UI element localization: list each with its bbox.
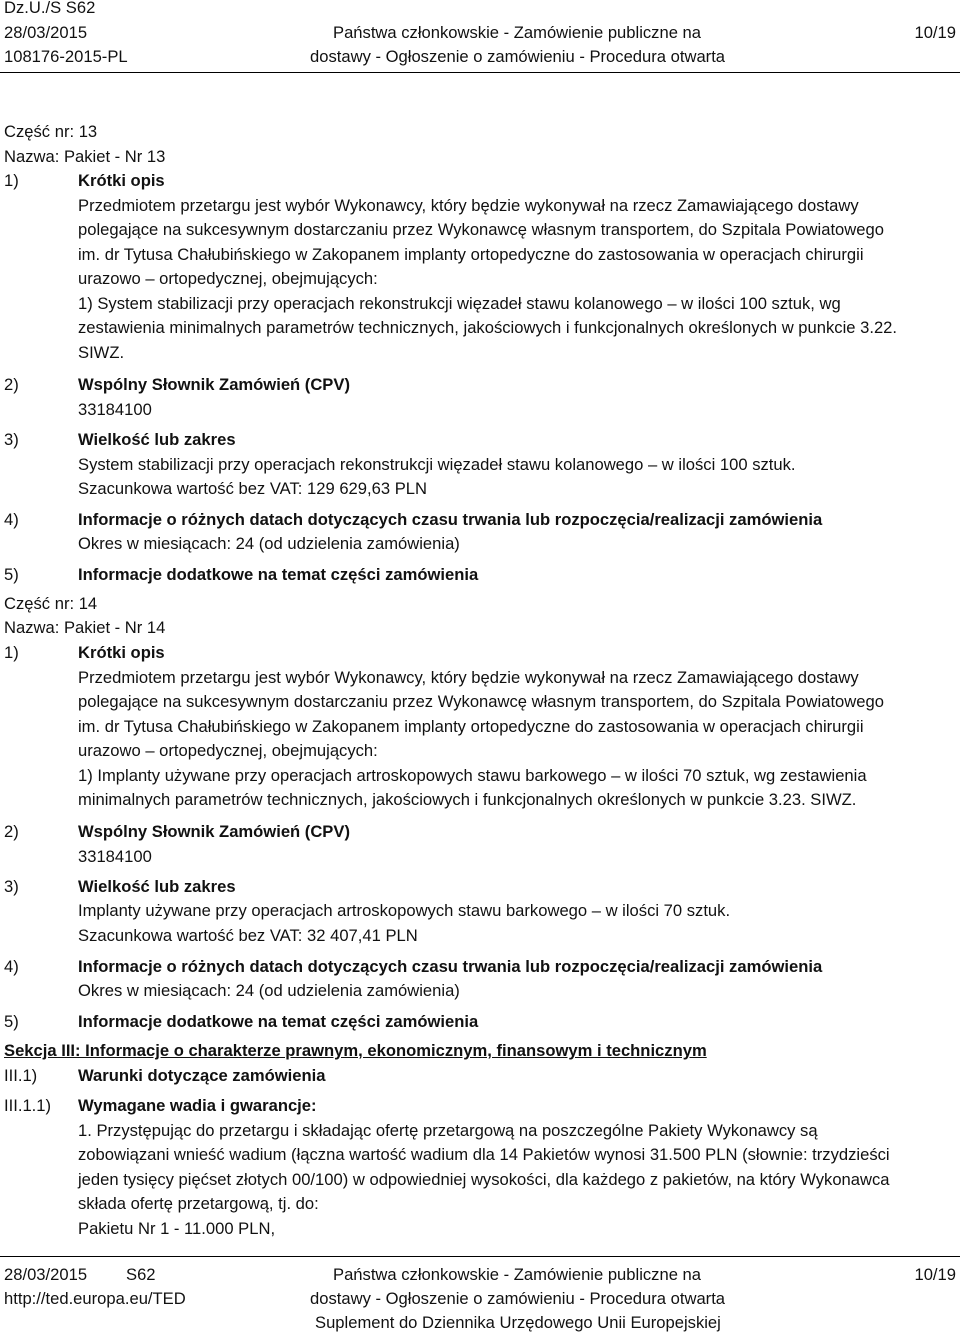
- footer-page-number: 10/19: [914, 1265, 956, 1284]
- estimated-value: Szacunkowa wartość bez VAT: 129 629,63 PLN: [78, 479, 427, 498]
- header-doc-ref: Dz.U./S S62: [4, 0, 96, 17]
- duration-text: Okres w miesiącach: 24 (od udzielenia zamówienia): [78, 534, 460, 553]
- footer-date: 28/03/2015: [4, 1265, 88, 1284]
- section-number: 3): [4, 877, 19, 896]
- description-line: minimalnych parametrów technicznych, jakościowych i funkcjonalnych określonych w punkcie 3.23. SIWZ.: [78, 790, 857, 809]
- description-line: 1) System stabilizacji przy operacjach rekonstrukcji więzadeł stawu kolanowego – w ilości 100 sztuk, wg: [78, 294, 841, 313]
- subsection-number: III.1.1): [4, 1096, 52, 1115]
- part-label: Część nr: 14: [4, 594, 98, 613]
- section-number: 1): [4, 643, 19, 662]
- duration-text: Okres w miesiącach: 24 (od udzielenia zamówienia): [78, 981, 460, 1000]
- section-number: 2): [4, 822, 19, 841]
- subsection-heading-deposits: Wymagane wadia i gwarancje:: [78, 1096, 317, 1115]
- footer-title-line3: Suplement do Dziennika Urzędowego Unii Europejskiej: [315, 1313, 721, 1332]
- part-label: Część nr: 13: [4, 122, 98, 141]
- header-title-line2: dostawy - Ogłoszenie o zamówieniu - Procedura otwarta: [310, 47, 726, 66]
- description-line: polegające na sukcesywnym dostarczaniu przez Wykonawcę własnym transportem, do Szpitala Powiatowego: [78, 220, 884, 239]
- description-line: zestawienia minimalnych parametrów technicznych, jakościowych i funkcjonalnych określonych w punkcie 3.22.: [78, 318, 898, 337]
- deposit-text-line: zobowiązani wnieść wadium (łączna wartość wadium dla 14 Pakietów wynosi 31.500 PLN (słownie: trzydzieści: [78, 1145, 890, 1164]
- section-number: 2): [4, 375, 19, 394]
- section-number: 5): [4, 565, 19, 584]
- description-line: urazowo – ortopedycznej, obejmujących:: [78, 269, 378, 288]
- section-heading-dates: Informacje o różnych datach dotyczących czasu trwania lub rozpoczęcia/realizacji zamówienia: [78, 957, 823, 976]
- section-heading-scope: Wielkość lub zakres: [78, 877, 236, 896]
- section-heading-additional-info: Informacje dodatkowe na temat części zamówienia: [78, 565, 479, 584]
- section-heading-cpv: Wspólny Słownik Zamówień (CPV): [78, 375, 350, 394]
- deposit-text-line: jeden tysięcy pięćset złotych 00/100) w odpowiedniej wysokości, dla każdego z pakietów, na który Wykonawca: [78, 1170, 890, 1189]
- section-heading-dates: Informacje o różnych datach dotyczących czasu trwania lub rozpoczęcia/realizacji zamówienia: [78, 510, 823, 529]
- section-heading-short-description: Krótki opis: [78, 171, 165, 190]
- description-line: im. dr Tytusa Chałubińskiego w Zakopanem implanty ortopedyczne do zastosowania w operacjach chirurgii: [78, 245, 864, 264]
- footer-series: S62: [126, 1265, 156, 1284]
- deposit-text-line: Pakietu Nr 1 - 11.000 PLN,: [78, 1219, 276, 1238]
- description-line: Przedmiotem przetargu jest wybór Wykonawcy, który będzie wykonywał na rzecz Zamawiającego dostawy: [78, 196, 859, 215]
- header-divider: [0, 72, 960, 73]
- scope-text: System stabilizacji przy operacjach rekonstrukcji więzadeł stawu kolanowego – w ilości 100 sztuk.: [78, 455, 796, 474]
- section-number: 3): [4, 430, 19, 449]
- footer-url: http://ted.europa.eu/TED: [4, 1289, 186, 1308]
- section-number: 4): [4, 510, 19, 529]
- deposit-text-line: składa ofertę przetargową, tj. do:: [78, 1194, 319, 1213]
- section-heading-short-description: Krótki opis: [78, 643, 165, 662]
- section-heading-scope: Wielkość lub zakres: [78, 430, 236, 449]
- section-number: 1): [4, 171, 19, 190]
- subsection-heading-conditions: Warunki dotyczące zamówienia: [78, 1066, 326, 1085]
- description-line: 1) Implanty używane przy operacjach artroskopowych stawu barkowego – w ilości 70 sztuk, wg zestawienia: [78, 766, 867, 785]
- section-3-title: Sekcja III: Informacje o charakterze prawnym, ekonomicznym, finansowym i technicznym: [4, 1041, 707, 1060]
- description-line: Przedmiotem przetargu jest wybór Wykonawcy, który będzie wykonywał na rzecz Zamawiającego dostawy: [78, 668, 859, 687]
- description-line: polegające na sukcesywnym dostarczaniu przez Wykonawcę własnym transportem, do Szpitala Powiatowego: [78, 692, 884, 711]
- footer-title-line2: dostawy - Ogłoszenie o zamówieniu - Procedura otwarta: [310, 1289, 726, 1308]
- part-name: Nazwa: Pakiet - Nr 13: [4, 147, 166, 166]
- description-line: SIWZ.: [78, 343, 125, 362]
- deposit-text-line: 1. Przystępując do przetargu i składając ofertę przetargową na poszczególne Pakiety Wykonawcy są: [78, 1121, 818, 1140]
- description-line: urazowo – ortopedycznej, obejmujących:: [78, 741, 378, 760]
- footer-title-line1: Państwa członkowskie - Zamówienie publiczne na: [333, 1265, 702, 1284]
- cpv-code: 33184100: [78, 400, 152, 419]
- estimated-value: Szacunkowa wartość bez VAT: 32 407,41 PLN: [78, 926, 418, 945]
- header-page-number: 10/19: [914, 23, 956, 42]
- scope-text: Implanty używane przy operacjach artroskopowych stawu barkowego – w ilości 70 sztuk.: [78, 901, 731, 920]
- section-number: 4): [4, 957, 19, 976]
- cpv-code: 33184100: [78, 847, 152, 866]
- header-title-line1: Państwa członkowskie - Zamówienie publiczne na: [333, 23, 702, 42]
- section-heading-cpv: Wspólny Słownik Zamówień (CPV): [78, 822, 350, 841]
- subsection-number: III.1): [4, 1066, 38, 1085]
- header-doc-number: 108176-2015-PL: [4, 47, 128, 66]
- header-date: 28/03/2015: [4, 23, 88, 42]
- description-line: im. dr Tytusa Chałubińskiego w Zakopanem implanty ortopedyczne do zastosowania w operacjach chirurgii: [78, 717, 864, 736]
- footer-divider: [0, 1256, 960, 1257]
- section-heading-additional-info: Informacje dodatkowe na temat części zamówienia: [78, 1012, 479, 1031]
- part-name: Nazwa: Pakiet - Nr 14: [4, 618, 166, 637]
- section-number: 5): [4, 1012, 19, 1031]
